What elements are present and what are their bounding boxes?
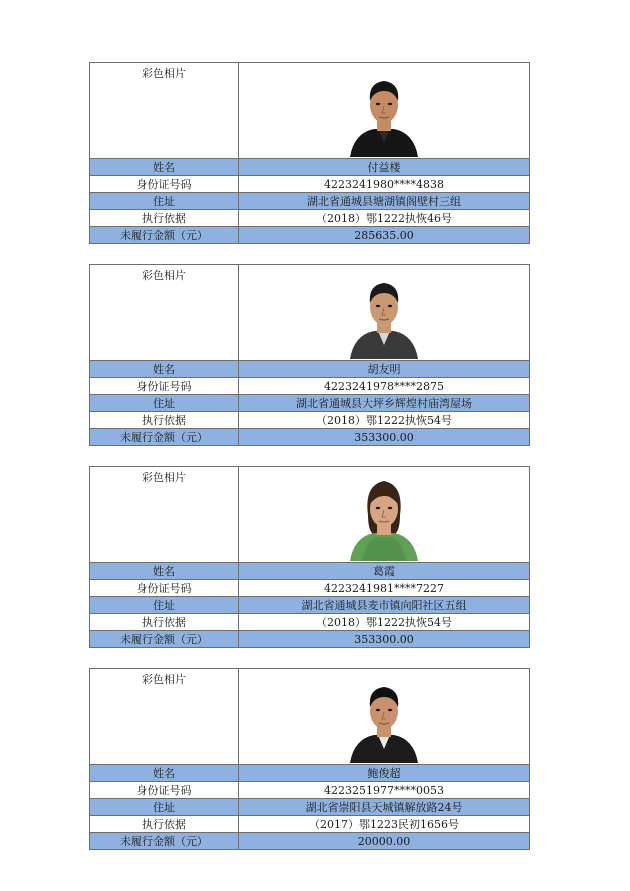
basis-value: （2018）鄂1222执恢54号 <box>239 412 530 429</box>
person-photo <box>346 673 422 763</box>
left-eye <box>376 304 380 306</box>
basis-value: （2018）鄂1222执恢46号 <box>239 210 530 227</box>
person-photo <box>346 269 422 359</box>
photo-cell <box>239 467 530 563</box>
address-value: 湖北省通城县塘湖镇阁壁村三组 <box>239 193 530 210</box>
photo-cell <box>239 265 530 361</box>
basis-value: （2017）鄂1223民初1656号 <box>239 816 530 833</box>
address-value: 湖北省通城县麦市镇向阳社区五组 <box>239 597 530 614</box>
name-value: 胡友明 <box>239 361 530 378</box>
right-eye <box>388 506 392 508</box>
photo-cell <box>239 669 530 765</box>
id-number-label: 身份证号码 <box>90 176 239 193</box>
person-card <box>89 264 530 446</box>
photo-label: 彩色相片 <box>90 669 239 765</box>
basis-label: 执行依据 <box>90 412 239 429</box>
basis-label: 执行依据 <box>90 210 239 227</box>
left-eye <box>376 708 380 710</box>
id-number-value: 4223251977****0053 <box>239 782 530 799</box>
person-photo <box>346 67 422 157</box>
right-eye <box>388 708 392 710</box>
address-value: 湖北省崇阳县天城镇解放路24号 <box>239 799 530 816</box>
basis-value: （2018）鄂1222执恢54号 <box>239 614 530 631</box>
photo-label: 彩色相片 <box>90 265 239 361</box>
person-card <box>89 62 530 244</box>
name-value: 鲍俊超 <box>239 765 530 782</box>
address-label: 住址 <box>90 193 239 210</box>
id-number-label: 身份证号码 <box>90 782 239 799</box>
person-card <box>89 668 530 850</box>
amount-value: 353300.00 <box>239 429 530 446</box>
id-number-value: 4223241980****4838 <box>239 176 530 193</box>
basis-label: 执行依据 <box>90 816 239 833</box>
photo-cell <box>239 63 530 159</box>
id-number-value: 4223241978****2875 <box>239 378 530 395</box>
amount-value: 353300.00 <box>239 631 530 648</box>
person-card <box>89 466 530 648</box>
address-label: 住址 <box>90 597 239 614</box>
amount-value: 20000.00 <box>239 833 530 850</box>
amount-label: 未履行金额（元） <box>90 227 239 244</box>
address-label: 住址 <box>90 799 239 816</box>
photo-label: 彩色相片 <box>90 467 239 563</box>
right-eye <box>388 102 392 104</box>
id-number-label: 身份证号码 <box>90 580 239 597</box>
name-label: 姓名 <box>90 563 239 580</box>
name-label: 姓名 <box>90 765 239 782</box>
left-eye <box>376 506 380 508</box>
right-eye <box>388 304 392 306</box>
basis-label: 执行依据 <box>90 614 239 631</box>
name-label: 姓名 <box>90 159 239 176</box>
name-label: 姓名 <box>90 361 239 378</box>
amount-label: 未履行金额（元） <box>90 833 239 850</box>
left-eye <box>376 102 380 104</box>
amount-label: 未履行金额（元） <box>90 631 239 648</box>
person-photo <box>346 471 422 561</box>
photo-label: 彩色相片 <box>90 63 239 159</box>
address-label: 住址 <box>90 395 239 412</box>
name-value: 葛霞 <box>239 563 530 580</box>
name-value: 付益楼 <box>239 159 530 176</box>
id-number-value: 4223241981****7227 <box>239 580 530 597</box>
id-number-label: 身份证号码 <box>90 378 239 395</box>
address-value: 湖北省通城县大坪乡辉煌村庙湾屋场 <box>239 395 530 412</box>
amount-label: 未履行金额（元） <box>90 429 239 446</box>
amount-value: 285635.00 <box>239 227 530 244</box>
